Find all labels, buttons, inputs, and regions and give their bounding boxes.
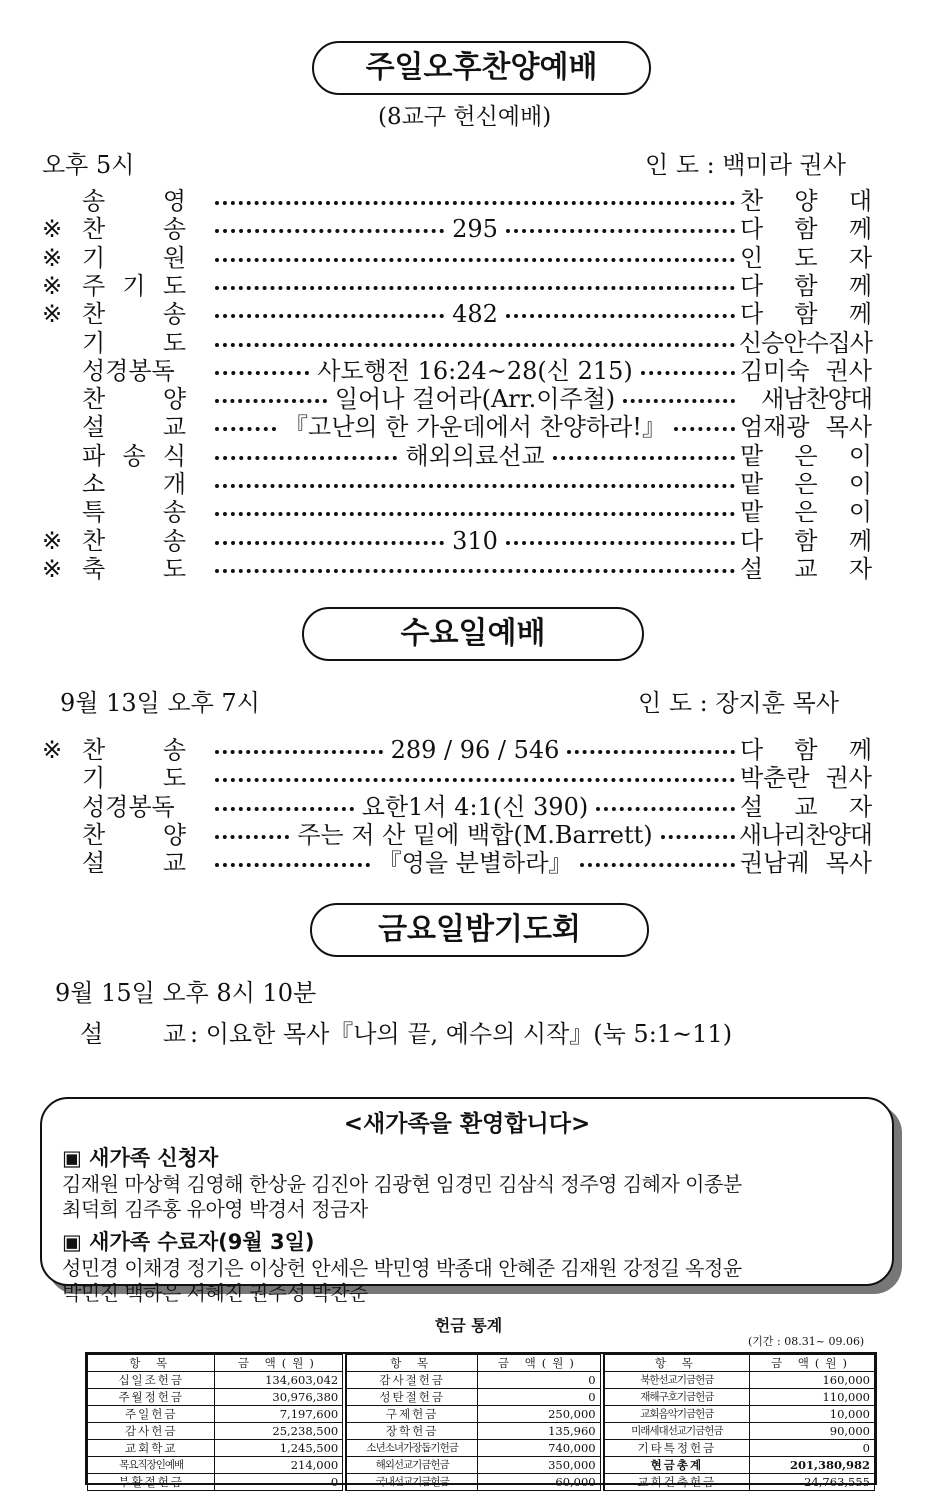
service-item [0, 527, 937, 555]
offering-item: 부활절헌금 [88, 1474, 215, 1491]
offering-period: (기간 : 08.31~ 09.06) [748, 1335, 865, 1348]
service-item-title: 찬 송 [82, 526, 186, 555]
service-item-person: 맡 은 이 [740, 441, 872, 470]
stand-mark: ※ [42, 554, 63, 583]
friday-title: 금요일밤기도회 [310, 903, 649, 957]
service-item-detail: 『고난의 한 가운데에서 찬양하라!』 [284, 413, 666, 442]
offering-item: 십일조헌금 [88, 1372, 215, 1389]
dot-leader [215, 736, 735, 764]
table-row [604, 1389, 874, 1406]
offering-amount: 134,603,042 [215, 1372, 344, 1389]
dot-leader [215, 527, 735, 555]
applicants-line: 김재원 마상혁 김영해 한상윤 김진아 김광현 임경민 김삼식 정주영 김혜자 이종분 [62, 1172, 742, 1196]
dot-leader [215, 187, 735, 215]
column-header-item: 항 목 [347, 1355, 478, 1372]
service-item-person: 엄재광 목사 [740, 413, 872, 442]
dot-leader [215, 764, 735, 792]
offering-item: 소년소녀가장돕기헌금 [347, 1440, 478, 1457]
service-item-detail: 일어나 걸어라(Arr.이주철) [334, 385, 616, 414]
offering-amount: 30,976,380 [215, 1389, 344, 1406]
dot-leader [215, 821, 735, 849]
wednesday-title: 수요일예배 [302, 607, 644, 661]
offering-item: 국내선교기금헌금 [347, 1474, 478, 1491]
offering-amount: 214,000 [215, 1457, 344, 1474]
service-item-person: 권남궤 목사 [740, 849, 872, 878]
offering-item: 주월정헌금 [88, 1389, 215, 1406]
graduates-label: ▣ 새가족 수료자(9월 3일) [62, 1230, 315, 1254]
friday-sermon: : 이요한 목사『나의 끝, 예수의 시작』(눅 5:1~11) [190, 1020, 733, 1048]
service-item-title: 기 도 [82, 328, 186, 357]
service-item-detail: 『영을 분별하라』 [377, 849, 573, 878]
service-item-title: 찬 양 [82, 385, 186, 414]
offering-item: 감사헌금 [88, 1423, 215, 1440]
service-item-person: 다 함 께 [740, 526, 872, 555]
offering-amount: 7,197,600 [215, 1406, 344, 1423]
service-item-detail: 482 [452, 300, 498, 329]
sunday-leader: 인 도 : 백미라 권사 [645, 151, 846, 179]
wednesday-leader: 인 도 : 장지훈 목사 [638, 689, 839, 717]
service-item-person: 다 함 께 [740, 271, 872, 300]
dot-leader [215, 793, 735, 821]
service-item-person: 다 함 께 [740, 215, 872, 244]
column-header-item: 항 목 [604, 1355, 749, 1372]
offering-item: 해외선교기금헌금 [347, 1457, 478, 1474]
service-item-title: 소 개 [82, 470, 186, 498]
offering-item: 교회음악기금헌금 [604, 1406, 749, 1423]
table-row [88, 1440, 345, 1457]
service-item [0, 215, 937, 243]
service-item-title: 설 교 [82, 849, 186, 878]
dot-leader [215, 272, 735, 300]
service-item-title: 설 교 [82, 413, 186, 442]
column-header-amount: 금 액(원) [215, 1355, 344, 1372]
offering-title: 헌금 통계 [434, 1316, 503, 1335]
table-row [347, 1440, 602, 1457]
service-item [0, 187, 937, 215]
service-item-person: 맡 은 이 [740, 498, 872, 527]
dot-leader [215, 329, 735, 357]
friday-time: 9월 15일 오후 8시 10분 [55, 979, 317, 1007]
offering-item: 기타특정헌금 [604, 1440, 749, 1457]
service-item [0, 793, 937, 821]
dot-leader [215, 413, 735, 441]
service-item-person: 새나리찬양대 [738, 820, 872, 849]
table-row [604, 1457, 874, 1474]
service-item-person: 설 교 자 [740, 554, 872, 583]
service-item-person: 다 함 께 [740, 300, 872, 329]
table-row [347, 1406, 602, 1423]
service-item-title: 송 영 [82, 187, 186, 215]
sunday-time: 오후 5시 [42, 151, 135, 179]
service-item-title: 특 송 [82, 498, 186, 527]
offering-amount: 60,000 [478, 1474, 602, 1491]
service-item [0, 736, 937, 764]
offering-item: 구제헌금 [347, 1406, 478, 1423]
table-row [604, 1406, 874, 1423]
service-item-person: 새남찬양대 [761, 385, 872, 414]
service-item-title: 찬 송 [82, 215, 186, 244]
newcomers-title: <새가족을 환영합니다> [343, 1111, 591, 1137]
stand-mark: ※ [42, 736, 63, 764]
service-item-title: 파 송 식 [82, 441, 186, 470]
applicants-line: 최덕희 김주홍 유아영 박경서 정금자 [62, 1197, 368, 1221]
service-item-person: 설 교 자 [740, 792, 872, 821]
stand-mark: ※ [42, 243, 63, 272]
offering-item: 미래세대선교기금헌금 [604, 1423, 749, 1440]
service-item-detail: 295 [452, 215, 498, 244]
service-item-title: 기 도 [82, 764, 186, 793]
graduates-line: 성민경 이채경 정기은 이상헌 안세은 박민영 박종대 안혜준 김재원 강정길 옥정윤 [62, 1256, 742, 1280]
stand-mark: ※ [42, 526, 63, 555]
dot-leader [215, 357, 735, 385]
table-row [604, 1474, 874, 1491]
table-row [604, 1372, 874, 1389]
offering-amount: 90,000 [750, 1423, 875, 1440]
offering-item: 재해구호기금헌금 [604, 1389, 749, 1406]
table-row [347, 1423, 602, 1440]
service-item-person: 김미숙 권사 [740, 356, 872, 385]
dot-leader [215, 470, 735, 498]
offering-item: 감사절헌금 [347, 1372, 478, 1389]
offering-group [346, 1354, 603, 1491]
service-item [0, 357, 937, 385]
offering-amount: 24,763,555 [750, 1474, 875, 1491]
dot-leader [215, 555, 735, 583]
dot-leader [215, 385, 735, 413]
offering-amount: 350,000 [478, 1457, 602, 1474]
offering-item: 성탄절헌금 [347, 1389, 478, 1406]
service-item [0, 821, 937, 849]
offering-amount: 0 [750, 1440, 875, 1457]
service-item-person: 박춘란 권사 [740, 764, 872, 793]
offering-amount: 10,000 [750, 1406, 875, 1423]
offering-item: 북한선교기금헌금 [604, 1372, 749, 1389]
table-row [88, 1406, 345, 1423]
table-row [604, 1440, 874, 1457]
service-item-title: 기 원 [82, 243, 186, 272]
service-item [0, 413, 937, 441]
service-item-title: 찬 송 [82, 300, 186, 329]
service-item [0, 300, 937, 328]
offering-item: 교회학교 [88, 1440, 215, 1457]
service-item-title: 찬 송 [82, 736, 186, 764]
friday-sermon-label: 설 교 [80, 1020, 212, 1048]
service-item-title: 축 도 [82, 554, 186, 583]
offering-item: 교회건축헌금 [604, 1474, 749, 1491]
applicants-label: ▣ 새가족 신청자 [62, 1146, 219, 1170]
service-item-title: 성경봉독 [82, 356, 175, 385]
service-item [0, 272, 937, 300]
service-item [0, 498, 937, 526]
offering-amount: 135,960 [478, 1423, 602, 1440]
service-item-person: 인 도 자 [740, 243, 872, 272]
dot-leader [215, 442, 735, 470]
column-header-item: 항 목 [88, 1355, 215, 1372]
service-item [0, 555, 937, 583]
service-item-title: 주 기 도 [82, 271, 186, 300]
graduates-line: 박민진 백하은 서혜진 권주성 박찬준 [62, 1281, 368, 1305]
service-item [0, 442, 937, 470]
dot-leader [215, 300, 735, 328]
table-row [88, 1389, 345, 1406]
table-row [88, 1457, 345, 1474]
stand-mark: ※ [42, 300, 63, 329]
service-item-detail: 요한1서 4:1(신 390) [361, 792, 589, 821]
service-item [0, 329, 937, 357]
offering-table [85, 1352, 877, 1489]
dot-leader [215, 498, 735, 526]
offering-amount: 1,245,500 [215, 1440, 344, 1457]
service-item [0, 764, 937, 792]
table-row [88, 1474, 345, 1491]
table-row [347, 1474, 602, 1491]
service-item [0, 470, 937, 498]
offering-group [604, 1354, 875, 1491]
service-item-detail: 해외의료선교 [405, 441, 545, 470]
offering-amount: 0 [478, 1389, 602, 1406]
offering-amount: 0 [215, 1474, 344, 1491]
offering-amount: 110,000 [750, 1389, 875, 1406]
service-item-person: 다 함 께 [740, 736, 872, 764]
offering-amount: 740,000 [478, 1440, 602, 1457]
offering-amount: 201,380,982 [750, 1457, 875, 1474]
service-item-person: 찬 양 대 [740, 187, 872, 215]
offering-item: 현금총계 [604, 1457, 749, 1474]
offering-item: 장학헌금 [347, 1423, 478, 1440]
offering-amount: 25,238,500 [215, 1423, 344, 1440]
column-header-amount: 금 액(원) [750, 1355, 875, 1372]
table-row [347, 1372, 602, 1389]
offering-amount: 0 [478, 1372, 602, 1389]
service-item-person: 신승안수집사 [738, 328, 872, 357]
offering-amount: 250,000 [478, 1406, 602, 1423]
column-header-amount: 금 액(원) [478, 1355, 602, 1372]
offering-item: 목요직장인예배 [88, 1457, 215, 1474]
stand-mark: ※ [42, 215, 63, 244]
offering-group [87, 1354, 346, 1491]
table-row [347, 1389, 602, 1406]
service-item [0, 244, 937, 272]
offering-item: 주일헌금 [88, 1406, 215, 1423]
dot-leader [215, 244, 735, 272]
service-item-detail: 289 / 96 / 546 [390, 736, 560, 764]
service-item-detail: 310 [452, 526, 498, 555]
service-item [0, 849, 937, 877]
service-item-detail: 주는 저 산 밑에 백합(M.Barrett) [297, 820, 653, 849]
newcomers-box [40, 1097, 894, 1305]
sunday-subtitle: (8교구 헌신예배) [378, 104, 552, 130]
table-row [604, 1423, 874, 1440]
service-item [0, 385, 937, 413]
table-row [347, 1457, 602, 1474]
service-item-title: 찬 양 [82, 820, 186, 849]
wednesday-time: 9월 13일 오후 7시 [60, 689, 260, 717]
service-item-person: 맡 은 이 [740, 470, 872, 498]
offering-amount: 160,000 [750, 1372, 875, 1389]
dot-leader [215, 215, 735, 243]
table-row [88, 1423, 345, 1440]
service-item-detail: 사도행전 16:24~28(신 215) [317, 356, 633, 385]
sunday-title: 주일오후찬양예배 [312, 41, 651, 95]
stand-mark: ※ [42, 271, 63, 300]
table-row [88, 1372, 345, 1389]
service-item-title: 성경봉독 [82, 792, 175, 821]
dot-leader [215, 849, 735, 877]
